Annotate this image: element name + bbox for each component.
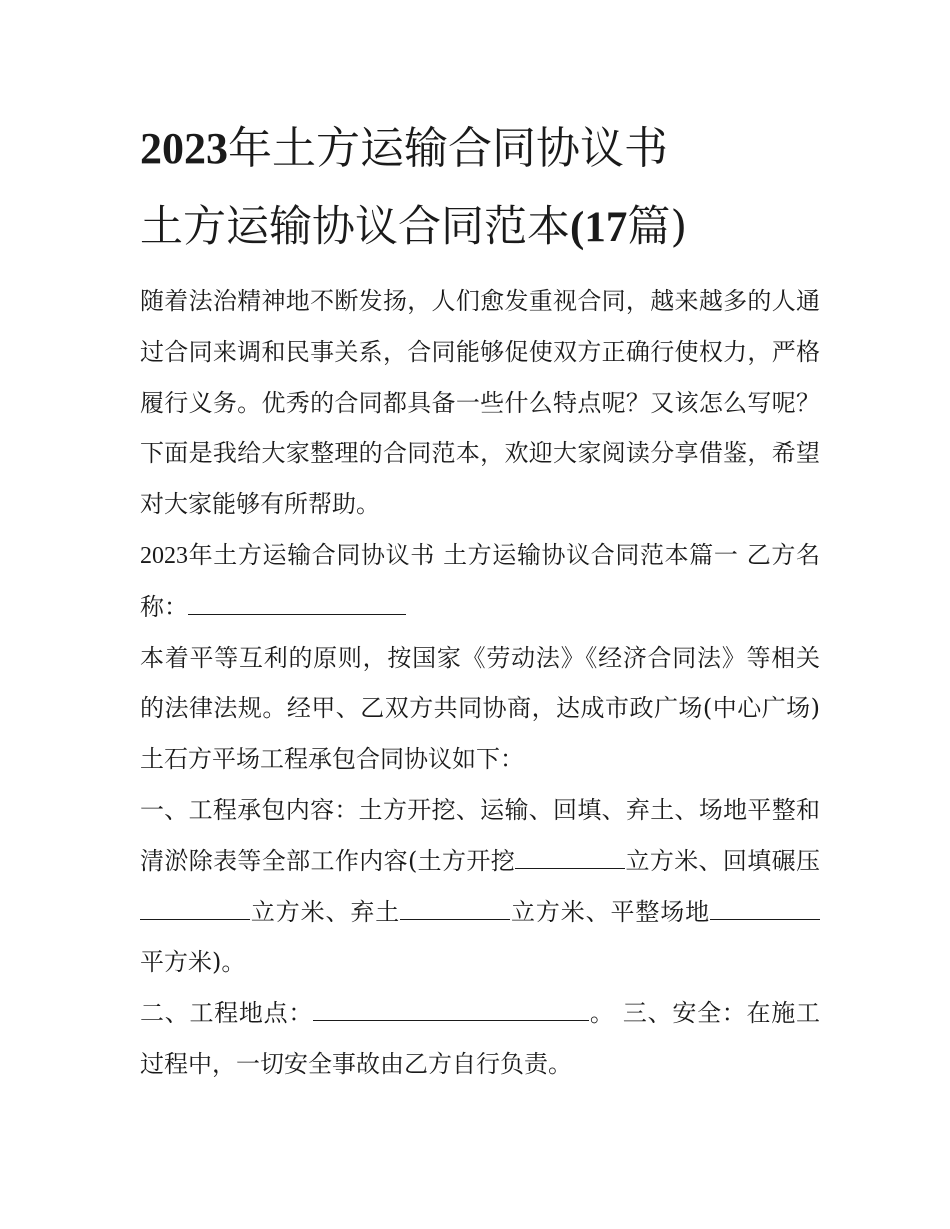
subtitle-count: 17 (584, 204, 628, 251)
item-2-paragraph (140, 988, 820, 1090)
subtitle-suffix: 篇) (627, 202, 688, 252)
title-year: 2023 (140, 124, 228, 173)
leveling-area-blank[interactable] (710, 901, 820, 920)
document-title-line-2 (140, 196, 820, 258)
excavation-volume-blank[interactable] (515, 850, 625, 869)
backfill-volume-blank[interactable] (140, 901, 250, 920)
document-title-line-1 (140, 118, 820, 180)
item-2-suffix: 。 三、安全：在施工过程中，一切安全事故由乙方自行负责。 (140, 999, 820, 1078)
item-2-prefix: 二、工程地点： (140, 999, 314, 1028)
item-1-paragraph (140, 785, 820, 988)
party-b-name-blank[interactable] (188, 596, 406, 615)
project-location-blank[interactable] (313, 1002, 589, 1021)
section-heading-paragraph (140, 530, 820, 633)
document-page (140, 118, 820, 1090)
item-1-unit-3: 立方米、平整场地 (510, 897, 710, 926)
intro-paragraph: 随着法治精神地不断发扬，人们愈发重视合同，越来越多的人通过合同来调和民事关系，合同能够促使双方正确行使权力，严格履行义务。优秀的合同都具备一些什么特点呢？又该怎么写呢？下面是我给大家整理的合同范本，欢迎大家阅读分享借鉴，希望对大家能够有所帮助。 (140, 287, 820, 519)
document-body (140, 276, 820, 1090)
principle-paragraph: 本着平等互利的原则，按国家《劳动法》《经济合同法》等相关的法律法规。经甲、乙双方共同协商，达成市政广场(中心广场)土石方平场工程承包合同协议如下： (140, 643, 820, 774)
item-1-unit-1: 立方米、回填碾压 (625, 846, 820, 875)
spoil-volume-blank[interactable] (400, 901, 510, 920)
subtitle-paren-open: ( (570, 204, 585, 251)
subtitle-text: 土方运输协议合同范本 (140, 202, 570, 252)
section-year: 2023 (140, 542, 188, 569)
title-main-text: 年土方运输合同协议书 (228, 123, 668, 174)
item-1-unit-4: 平方米)。 (140, 948, 246, 977)
item-1-prefix: 一、工程承包内容：土方开挖、运输、回填、弃土、场地平整和清淤除表等全部工作内容(土方开挖 (140, 795, 820, 875)
item-1-unit-2: 立方米、弃土 (250, 897, 401, 926)
section-heading-text: 年土方运输合同协议书 土方运输协议合同范本篇一 乙方名称： (140, 540, 820, 621)
